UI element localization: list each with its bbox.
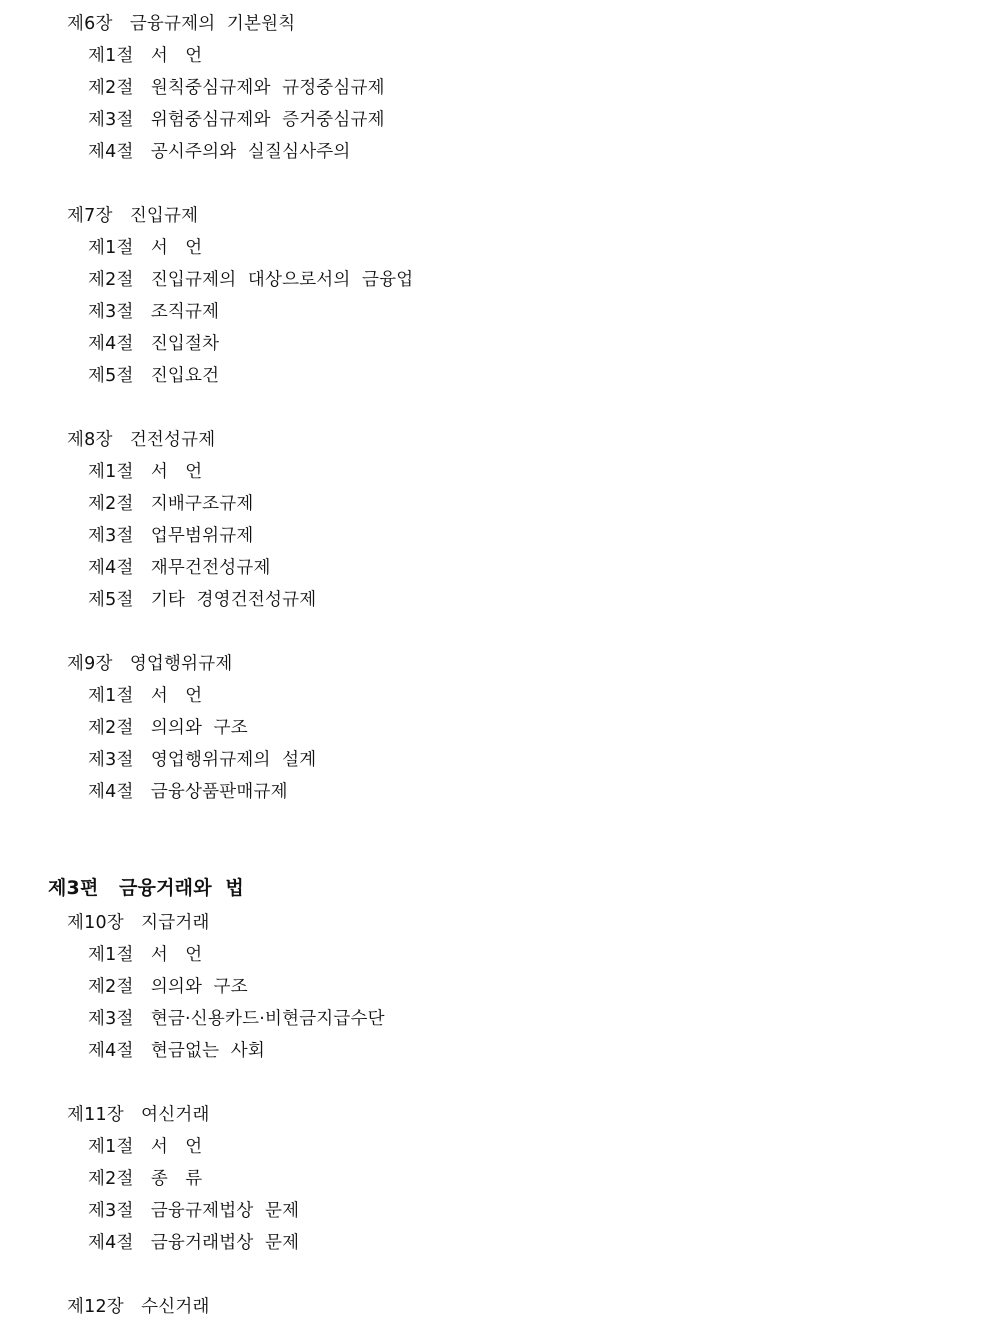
chapter-11-section-2: 제2절 종 류 [88,1169,203,1189]
chapter-7-section-5: 제5절 진입요건 [88,366,220,386]
chapter-10-section-4: 제4절 현금없는 사회 [88,1041,265,1061]
chapter-7-title: 제7장 진입규제 [67,206,199,226]
chapter-8-section-2: 제2절 지배구조규제 [88,494,254,514]
chapter-11-section-1: 제1절 서 언 [88,1137,203,1157]
chapter-12-title: 제12장 수신거래 [67,1297,210,1317]
chapter-11-section-3: 제3절 금융규제법상 문제 [88,1201,300,1221]
chapter-8-section-4: 제4절 재무건전성규제 [88,558,271,578]
chapter-9-section-4: 제4절 금융상품판매규제 [88,782,288,802]
chapter-10-section-2: 제2절 의의와 구조 [88,977,248,997]
chapter-8-section-3: 제3절 업무범위규제 [88,526,254,546]
chapter-8-title: 제8장 건전성규제 [67,430,216,450]
chapter-8-section-1: 제1절 서 언 [88,462,203,482]
chapter-6-section-4: 제4절 공시주의와 실질심사주의 [88,142,351,162]
chapter-8-section-5: 제5절 기타 경영건전성규제 [88,590,317,610]
chapter-10-title: 제10장 지급거래 [67,913,210,933]
part-3-title: 제3편 금융거래와 법 [48,877,244,899]
chapter-9-section-2: 제2절 의의와 구조 [88,718,248,738]
chapter-10-section-1: 제1절 서 언 [88,945,203,965]
chapter-7-section-3: 제3절 조직규제 [88,302,220,322]
chapter-6-section-2: 제2절 원칙중심규제와 규정중심규제 [88,78,385,98]
chapter-7-section-1: 제1절 서 언 [88,238,203,258]
chapter-6-section-1: 제1절 서 언 [88,46,203,66]
chapter-11-title: 제11장 여신거래 [67,1105,210,1125]
chapter-9-section-3: 제3절 영업행위규제의 설계 [88,750,317,770]
chapter-9-section-1: 제1절 서 언 [88,686,203,706]
chapter-7-section-4: 제4절 진입절차 [88,334,220,354]
chapter-7-section-2: 제2절 진입규제의 대상으로서의 금융업 [88,270,414,290]
chapter-11-section-4: 제4절 금융거래법상 문제 [88,1233,300,1253]
chapter-9-title: 제9장 영업행위규제 [67,654,233,674]
chapter-6-section-3: 제3절 위험중심규제와 증거중심규제 [88,110,385,130]
chapter-10-section-3: 제3절 현금·신용카드·비현금지급수단 [88,1009,385,1029]
chapter-6-title: 제6장 금융규제의 기본원칙 [67,14,296,34]
